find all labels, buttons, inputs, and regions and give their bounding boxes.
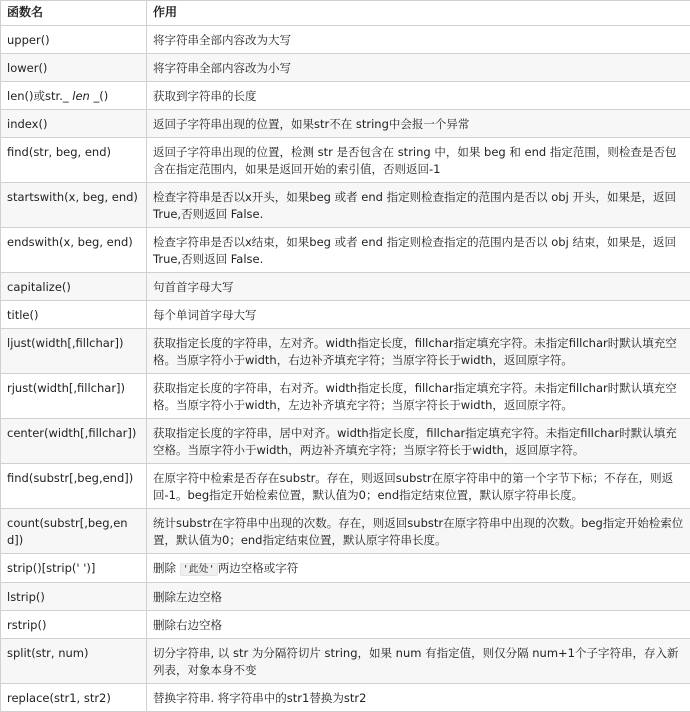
method-desc-pre: 删除 [153,561,180,575]
header-desc: 作用 [147,1,690,26]
table-row [1,639,690,684]
method-desc: 获取指定长度的字符串，左对齐。width指定长度，fillchar指定填充字符。未指定fillchar时默认填充空格。当原字符小于width，右边补齐填充字符；当原字符长于width，返回原字符。 [147,329,690,374]
method-name: lstrip() [1,583,147,611]
table-row [1,54,690,82]
method-name [1,82,147,110]
method-desc: 句首首字母大写 [147,273,690,301]
method-name: find(str, beg, end) [1,138,147,183]
table-row [1,183,690,228]
method-name: replace(str1, str2) [1,684,147,712]
method-name: rstrip() [1,611,147,639]
method-name: count(substr[,beg,end]) [1,509,147,554]
method-name: index() [1,110,147,138]
method-desc: 每个单词首字母大写 [147,301,690,329]
table-row [1,419,690,464]
method-name-pre: len()或str._ [7,89,72,103]
table-row [1,374,690,419]
method-desc: 检查字符串是否以x开头，如果beg 或者 end 指定则检查指定的范围内是否以 obj 开头，如果是，返回 True,否则返回 False. [147,183,690,228]
method-desc: 在原字符中检索是否存在substr。存在，则返回substr在原字符串中的第一个字节下标；不存在，则返回-1。beg指定开始检索位置，默认值为0；end指定结束位置，默认原字符串长度。 [147,464,690,509]
table-row [1,611,690,639]
table-row [1,228,690,273]
header-name: 函数名 [1,1,147,26]
method-desc [147,554,690,583]
method-desc: 切分字符串, 以 str 为分隔符切片 string，如果 num 有指定值，则仅分隔 num+1个子字符串，存入新列表，对象本身不变 [147,639,690,684]
table-row [1,273,690,301]
table-row [1,26,690,54]
method-desc: 将字符串全部内容改为大写 [147,26,690,54]
method-name: rjust(width[,fillchar]) [1,374,147,419]
method-name: find(substr[,beg,end]) [1,464,147,509]
method-desc: 获取指定长度的字符串，右对齐。width指定长度，fillchar指定填充字符。未指定fillchar时默认填充空格。当原字符小于width，左边补齐填充字符；当原字符长于width，返回原字符。 [147,374,690,419]
method-name-post: _() [90,89,108,103]
method-name: strip()[strip(' ')] [1,554,147,583]
method-name-italic: len [72,89,90,103]
table-body [1,26,690,712]
method-name: upper() [1,26,147,54]
method-desc: 替换字符串. 将字符串中的str1替换为str2 [147,684,690,712]
method-name: ljust(width[,fillchar]) [1,329,147,374]
method-name: startswith(x, beg, end) [1,183,147,228]
method-desc: 检查字符串是否以x结束，如果beg 或者 end 指定则检查指定的范围内是否以 obj 结束，如果是，返回 True,否则返回 False. [147,228,690,273]
method-desc: 将字符串全部内容改为小写 [147,54,690,82]
table-row [1,82,690,110]
method-name: split(str, num) [1,639,147,684]
method-desc: 删除左边空格 [147,583,690,611]
method-name: lower() [1,54,147,82]
method-desc: 删除右边空格 [147,611,690,639]
table-row [1,554,690,583]
method-desc: 统计substr在字符串中出现的次数。存在，则返回substr在原字符串中出现的次数。beg指定开始检索位置，默认值为0；end指定结束位置，默认原字符串长度。 [147,509,690,554]
inline-code: '此处' [180,563,218,576]
method-name: capitalize() [1,273,147,301]
table-row [1,329,690,374]
table-row [1,464,690,509]
table-row [1,684,690,712]
method-name: center(width[,fillchar]) [1,419,147,464]
table-row [1,301,690,329]
method-name: title() [1,301,147,329]
method-desc: 返回子字符串出现的位置，如果str不在 string中会报一个异常 [147,110,690,138]
method-name: endswith(x, beg, end) [1,228,147,273]
table-row [1,509,690,554]
method-desc: 获取指定长度的字符串，居中对齐。width指定长度，fillchar指定填充字符。未指定fillchar时默认填充空格。当原字符小于width，两边补齐填充字符；当原字符长于width，返回原字符。 [147,419,690,464]
method-desc: 返回子字符串出现的位置，检测 str 是否包含在 string 中，如果 beg 和 end 指定范围，则检查是否包含在指定范围内，如果是返回开始的索引值，否则返回-1 [147,138,690,183]
table-row [1,583,690,611]
method-desc: 获取到字符串的长度 [147,82,690,110]
table-row [1,110,690,138]
method-desc-post: 两边空格或字符 [218,561,299,575]
table-header [1,1,690,26]
table-row [1,138,690,183]
header-row [1,1,690,26]
